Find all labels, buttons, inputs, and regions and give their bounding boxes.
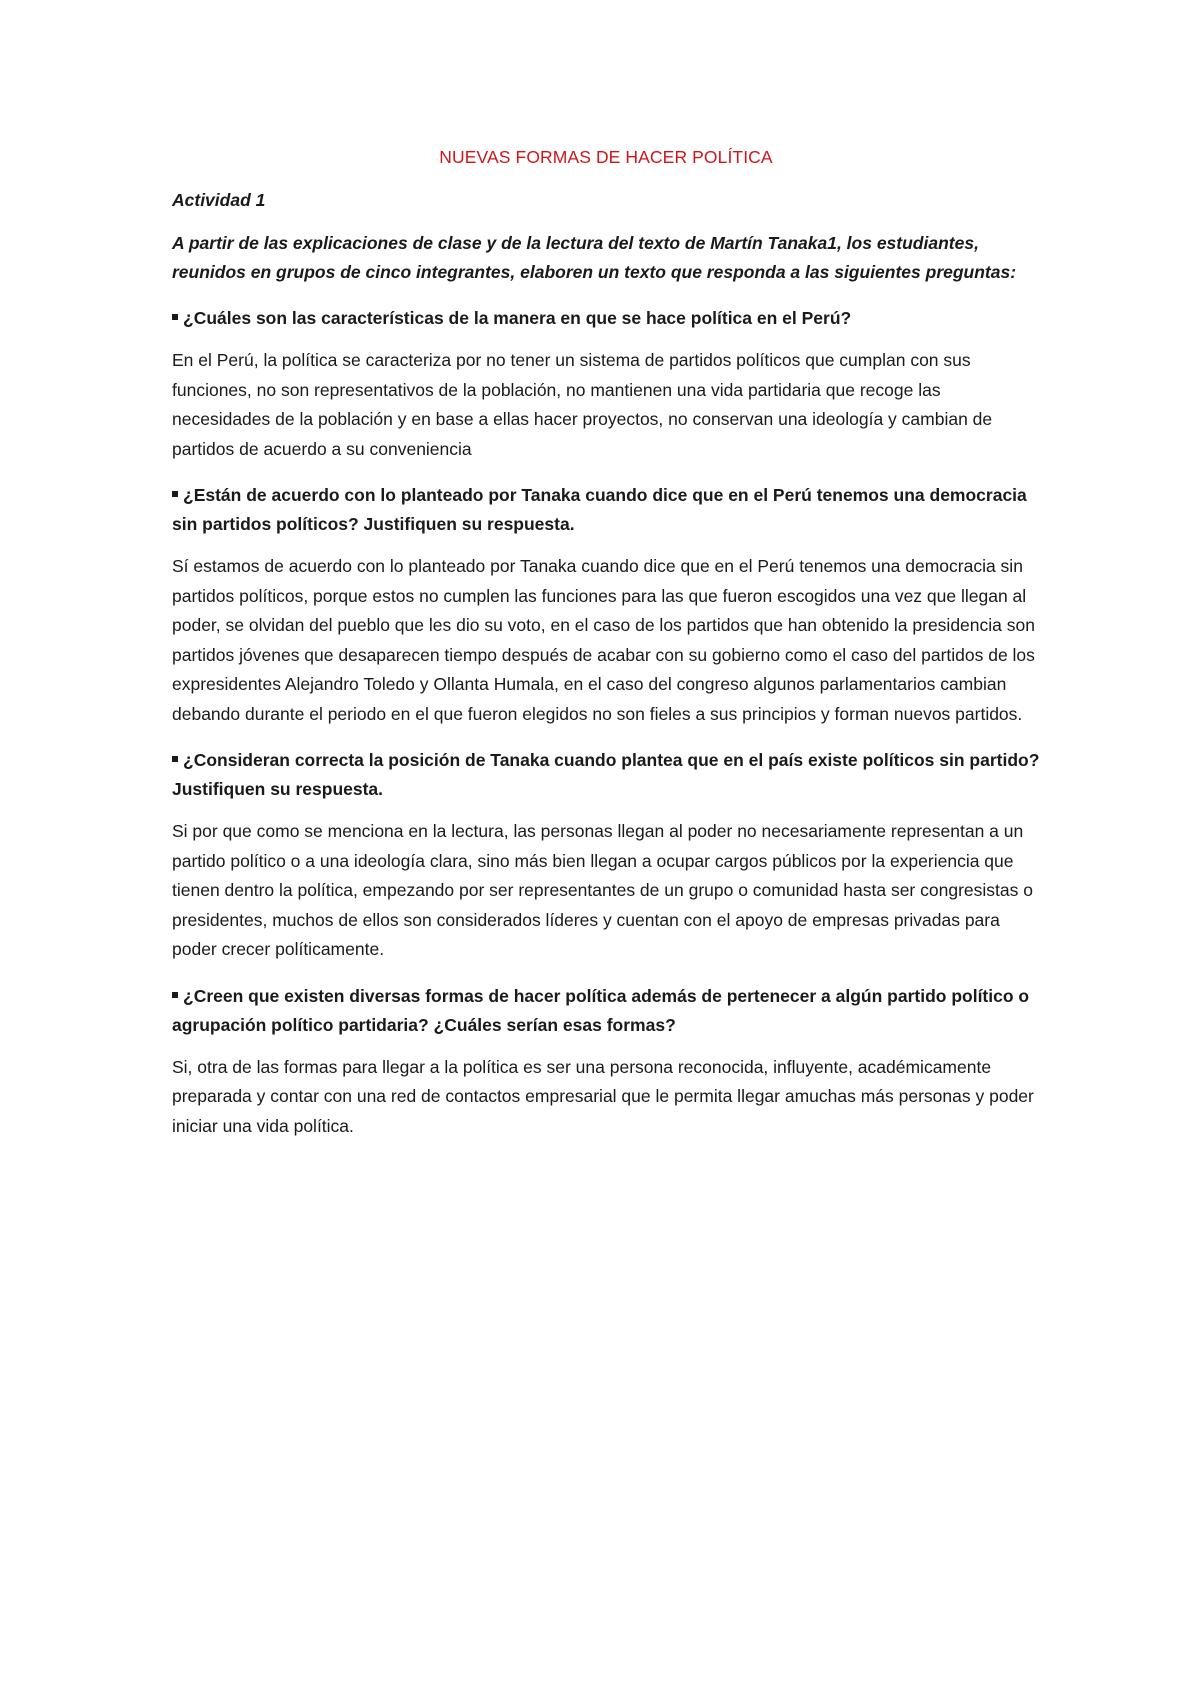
page-title: NUEVAS FORMAS DE HACER POLÍTICA [439,147,773,167]
question-3-text: ¿Consideran correcta la posición de Tanaka cuando plantea que en el país existe políticos sin partido? Justifiquen su respuesta. [172,750,1040,799]
activity-label: Actividad 1 [172,190,266,210]
question-1-text: ¿Cuáles son las características de la manera en que se hace política en el Perú? [183,308,852,328]
answer-1: En el Perú, la política se caracteriza por no tener un sistema de partidos políticos que cumplan con sus funciones, no son representativos de la población, no mantienen una vida partidaria que recoge las necesidades de la población y en base a ellas hacer proyectos, no conservan una ideología y cambian de partidos de acuerdo a su conveniencia [172,350,993,459]
question-4-text: ¿Creen que existen diversas formas de hacer política además de pertenecer a algún partido político o agrupación político partidaria? ¿Cuáles serían esas formas? [172,985,1030,1035]
square-bullet-icon [172,314,178,320]
question-block-4 [172,982,1040,1142]
square-bullet-icon [172,491,178,497]
answer-2: Sí estamos de acuerdo con lo planteado por Tanaka cuando dice que en el Perú tenemos una democracia sin partidos políticos, porque estos no cumplen las funciones para las que fueron escogidos una vez que llegan al poder, se olvidan del pueblo que les dio su voto, en el caso de los partidos que han obtenido la presidencia son partidos jóvenes que desaparecen tiempo después de acabar con su gobierno como el caso del partidos de los expresidentes Alejandro Toledo y Ollanta Humala, en el caso del congreso algunos parlamentarios cambian debando durante el periodo en el que fueron elegidos no son fieles a sus principios y forman nuevos partidos. [172,556,1035,724]
question-2-text: ¿Están de acuerdo con lo planteado por Tanaka cuando dice que en el Perú tenemos una democracia sin partidos políticos? Justifiquen su respuesta. [172,485,1027,534]
question-block-3 [172,746,1040,965]
answer-3: Si por que como se menciona en la lectura, las personas llegan al poder no necesariamente representan a un partido político o a una ideología clara, sino más bien llegan a ocupar cargos públicos por la experiencia que tienen dentro la política, empezando por ser representantes de un grupo o comunidad hasta ser congresistas o presidentes, muchos de ellos son considerados líderes y cuentan con el apoyo de empresas privadas para poder crecer políticamente. [172,821,1033,959]
question-1 [172,304,1040,333]
document-body [172,145,1040,1158]
answer-4: Si, otra de las formas para llegar a la política es ser una persona reconocida, influyente, académicamente preparada y contar con una red de contactos empresarial que le permita llegar amuchas más personas y poder iniciar una vida política. [172,1056,1034,1136]
question-block-2 [172,481,1040,729]
question-2 [172,481,1040,539]
question-block-1 [172,304,1040,464]
instructions-paragraph: A partir de las explicaciones de clase y de la lectura del texto de Martín Tanaka1, los estudiantes, reunidos en grupos de cinco integrantes, elaboren un texto que responda a las siguientes preguntas: [172,233,1017,282]
question-4 [172,982,1040,1040]
square-bullet-icon [172,992,178,998]
square-bullet-icon [172,756,178,762]
question-3 [172,746,1040,804]
